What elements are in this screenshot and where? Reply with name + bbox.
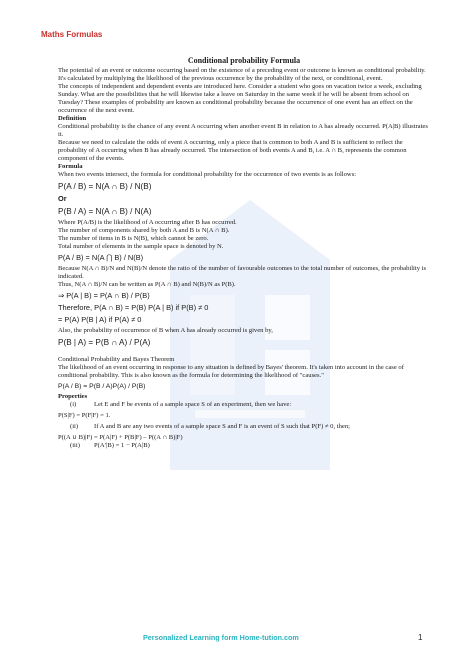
property-item <box>58 442 430 450</box>
equation-6: = P(A) P(B | A) if P(A) ≠ 0 <box>58 315 142 324</box>
property-text: Let E and F be events of a sample space S of an experiment, then we have: <box>94 401 292 408</box>
equation-5: Therefore, P(A ∩ B) = P(B) P(A | B) if P(B) ≠ 0 <box>58 303 209 312</box>
equation-or: Or <box>58 194 67 203</box>
property-item <box>58 423 430 431</box>
formula-line-4: Total number of elements in the sample space is denoted by N. <box>58 243 224 250</box>
definition-paragraph-1: Conditional probability is the chance of any event A occurring when another event B in relation to A has already occurred. P(A|B) illustrates it. <box>58 123 428 138</box>
equation-4: ⇒ P(A | B) = P(A ∩ B) / P(B) <box>58 291 150 300</box>
property-text: P((A ∪ B)|F) = P(A|F) + P(B|F) – P((A ∩ B)|F) <box>58 434 183 441</box>
property-text: P(A′|B) = 1 − P(A|B) <box>94 442 150 449</box>
footer-link-text[interactable]: Personalized Learning form Home-tution.com <box>143 633 299 642</box>
formula-also: Also, the probability of occurrence of B when A has already occurred is given by, <box>58 327 273 334</box>
definition-heading: Definition <box>58 115 87 122</box>
document-title: Conditional probability Formula <box>187 56 301 65</box>
page-header-title: Maths Formulas <box>41 30 103 39</box>
formula-thus: Thus, N(A ∩ B)/N can be written as P(A ∩ B) and N(B)/N as P(B). <box>58 281 236 288</box>
page-number: 1 <box>418 633 423 642</box>
properties-heading: Properties <box>58 393 88 400</box>
definition-paragraph-2: Because we need to calculate the odds of event A occurring, only a piece that is common to both A and B is sufficient to reflect the probability of A occurring when B has already occurred. The intersection of both events A and B, i.e. A ∩ B, represents the common component of the events. <box>58 139 407 162</box>
equation-1: P(A / B) = N(A ∩ B) / N(B) <box>58 182 152 191</box>
formula-intro: When two events intersect, the formula for conditional probability for the occurrence of two events is as follows: <box>58 171 357 178</box>
formula-line-2: The number of components shared by both A and B is N(A ∩ B). <box>58 227 230 234</box>
equation-7: P(B | A) = P(B ∩ A) / P(A) <box>58 338 151 347</box>
bayes-equation: P(A / B) = P(B / A)P(A) / P(B) <box>58 383 146 390</box>
property-number: (i) <box>70 401 77 408</box>
equation-2: P(B / A) = N(A ∩ B) / N(A) <box>58 207 152 216</box>
formula-line-1: Where P(A/B) is the likelihood of A occurring after B has occurred. <box>58 219 237 226</box>
property-text: If A and B are any two events of a sample space S and F is an event of S such that P(F) ≠ 0, then; <box>94 423 350 430</box>
formula-because: Because N(A ∩ B)/N and N(B)/N denote the ratio of the number of favourable outcomes to the total number of outcomes, the probability is indicated. <box>58 265 427 280</box>
property-text: P(S|F) = P(F|F) = 1. <box>58 412 111 419</box>
formula-line-3: The number of items in B is N(B), which cannot be zero. <box>58 235 209 242</box>
intro-paragraph-1: The potential of an event or outcome occurring based on the existence of a preceding event or outcome is known as conditional probability. It's calculated by multiplying the likelihood of the previous occurrence by the probability of the next, or conditional, event. <box>58 67 426 82</box>
formula-heading: Formula <box>58 163 83 170</box>
property-number: (ii) <box>70 423 79 430</box>
equation-3: P(A / B) = N(A ⋂ B) / N(B) <box>58 253 144 262</box>
bayes-text: The likelihood of an event occurring in response to any situation is defined by Bayes' theorem. It's taken into account in the case of conditional probability. This is also known as the formula for determining the likelihood of "causes." <box>58 364 404 379</box>
intro-paragraph-2: The concepts of independent and dependent events are introduced here. Consider a student who goes on vacation twice a week, excluding Sunday. What are the possibilities that he will likewise take a leave on Saturday in the same week if he will be absent from school on Tuesday? These examples of probability are known as conditional probability because the occurrence of one event has an effect on the occurrence of the next event. <box>58 83 422 114</box>
document-body <box>58 56 430 450</box>
property-item <box>58 401 430 409</box>
bayes-heading: Conditional Probability and Bayes Theorem <box>58 356 175 363</box>
property-number: (iii) <box>70 442 80 449</box>
